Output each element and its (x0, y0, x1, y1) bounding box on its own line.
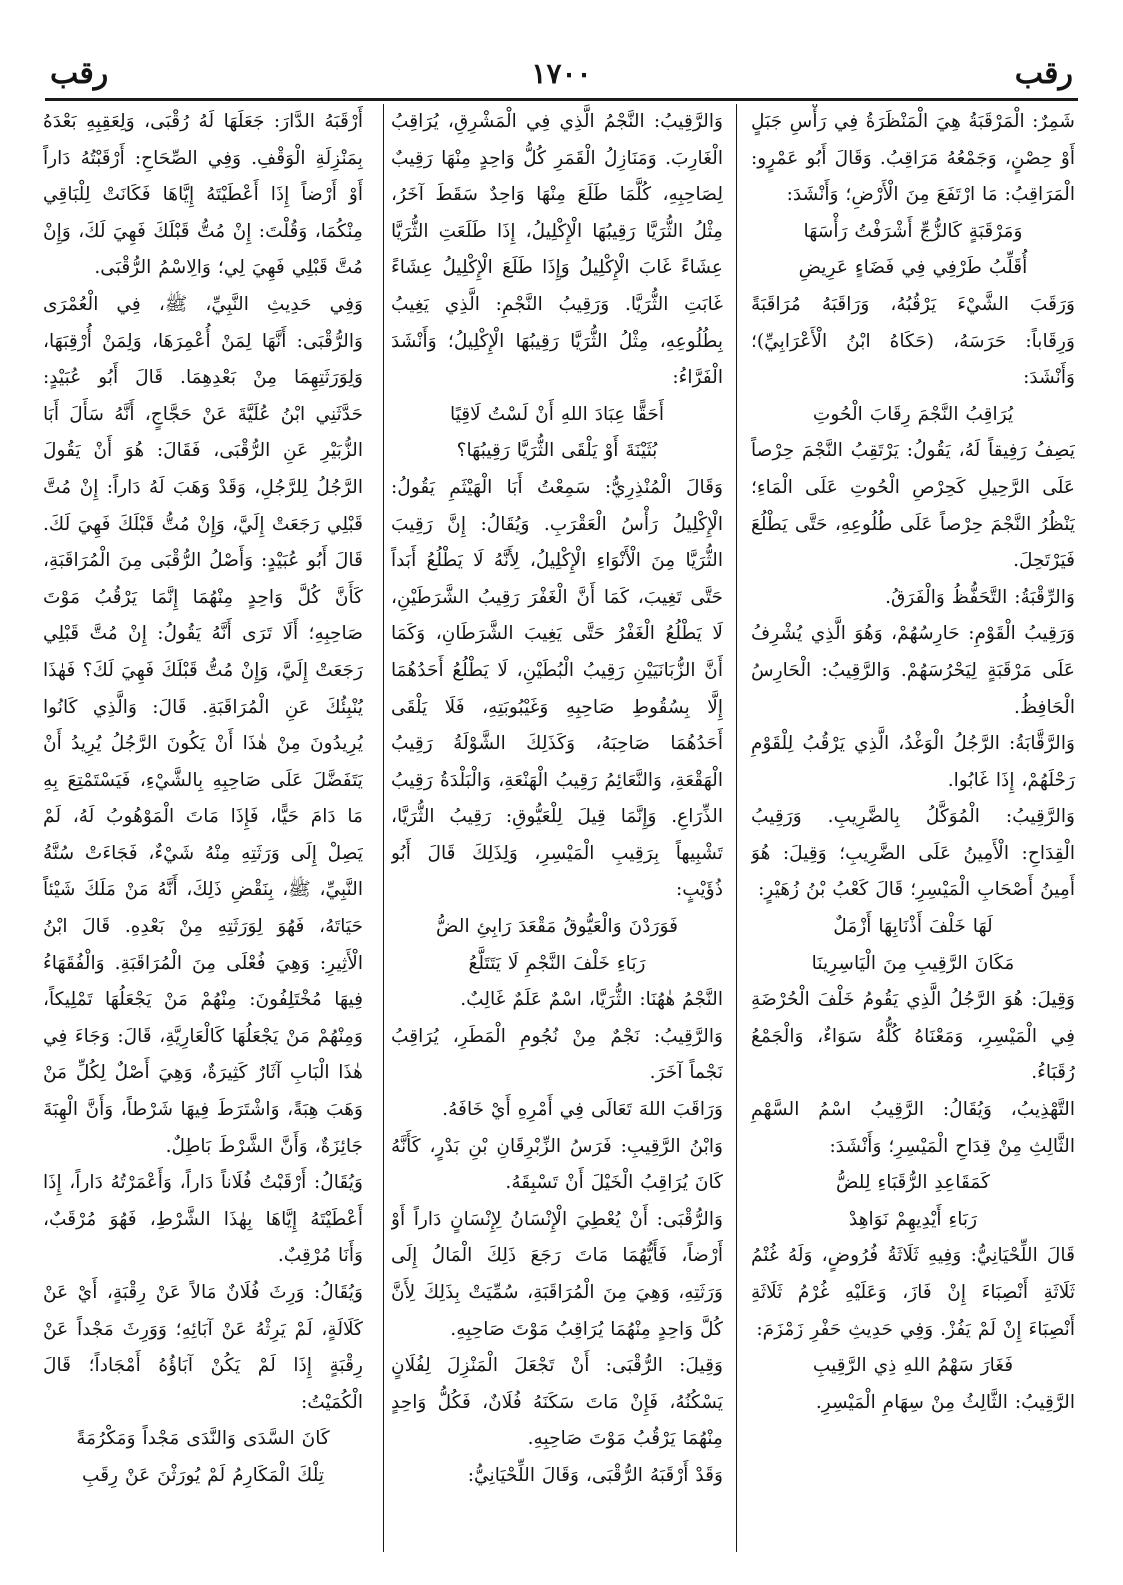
header-rule (45, 98, 1078, 101)
verse-line: كَانَ السَّدَى وَالنَّدَى مَجْداً وَمَكْرُمَةً (76, 1428, 330, 1450)
verse-line: أُقَلِّبُ طَرْفِي فِي فَضَاءٍ عَرِيضِ (798, 257, 1028, 279)
verse-line: يُرَاقِبُ النَّجْمَ رِقَابَ الْحُوتِ (812, 403, 1014, 425)
paragraph: وَقَدْ أَرْقَبَهُ الرُّقْبَى، وَقَالَ اللِّحْيَانِيُّ: (467, 1464, 723, 1486)
page-number: ١٧٠٠ (531, 57, 592, 90)
paragraph: وَالرَّقِيبُ: النَّجْمُ الَّذِي فِي الْمَشْرِقِ، يُرَاقِبُ الْغَارِبَ. وَمَنَازِلُ الْقَمَرِ كُلُّ وَاحِدٍ مِنْهَا رَقِيبٌ لِصَاحِبِهِ، كُلَّمَا طَلَعَ مِنْهَا وَاحِدٌ سَقَطَ آخَرُ، مِثْلُ الثُّرَيَّا رَقِيبُهَا الْإِكْلِيلُ، إِذَا طَلَعَتِ الثُّرَيَّا عِشَاءً غَابَ الْإِكْلِيلُ وَإِذَا طَلَعَ الْإِكْلِيلُ عِشَاءً غَابَتِ الثُّرَيَّا. وَرَقِيبُ النَّجْمِ: الَّذِي يَغِيبُ بِطُلُوعِهِ، مِثْلُ الثُّرَيَّا رَقِيبُهَا الْإِكْلِيلُ؛ وَأَنْشَدَ الْفَرَّاءُ: (391, 111, 723, 389)
verse-line: تِلْكَ الْمَكَارِمُ لَمْ يُورَثْنَ عَنْ رِقَبِ (81, 1464, 325, 1486)
paragraph: وَرَقَبَ الشَّيْءَ يَرْقُبُهُ، وَرَاقَبَهُ مُرَاقَبَةً وَرِقَاباً: حَرَسَهُ، (حَكَاهُ ابْنُ الْأَعْرَابِيِّ)؛ وَأَنْشَدَ: (751, 293, 1075, 389)
paragraph: يَصِفُ رَفِيقاً لَهُ، يَقُولُ: يَرْتَقِبُ النَّجْمَ حِرْصاً عَلَى الرَّحِيلِ كَحِرْصِ الْحُوتِ عَلَى الْمَاءِ؛ يَنْظُرُ النَّجْمَ حِرْصاً عَلَى طُلُوعِهِ، حَتَّى يَطْلُعَ فَيَرْتَحِلَ. (751, 440, 1075, 572)
paragraph: قَالَ اللِّحْيَانِيُّ: وَفِيهِ ثَلَاثَةُ فُرُوضٍ، وَلَهُ غُنْمُ ثَلَاثَةِ أَنْصِبَاءَ إِنْ فَازَ، وَعَلَيْهِ غُرْمُ ثَلَاثَةِ أَنْصِبَاءَ إِنْ لَمْ يَفُزْ. وَفِي حَدِيثِ حَفْرِ زَمْزَمَ: (751, 1245, 1075, 1340)
paragraph: وَقَالَ الْمُنْذِرِيُّ: سَمِعْتُ أَبَا الْهَيْثَمِ يَقُولُ: الْإِكْلِيلُ رَأْسُ الْعَقْرَبِ. وَيُقَالُ: إِنَّ رَقِيبَ الثُّرَيَّا مِنَ الْأَنْوَاءِ الْإِكْلِيلُ، لِأَنَّهُ لَا يَطْلُعُ أَبَداً حَتَّى تَغِيبَ، كَمَا أَنَّ الْغَفْرَ رَقِيبُ الشَّرَطَيْنِ، لَا يَطْلُعُ الْغَفْرُ حَتَّى يَغِيبَ الشَّرَطَانِ، وَكَمَا أَنَّ الزُّبَانَيَيْنِ رَقِيبُ الْبُطَيْنِ، لَا يَطْلُعُ أَحَدُهُمَا إِلَّا بِسُقُوطِ صَاحِبِهِ وَغَيْبُوبَتِهِ، فَلَا يَلْقَى أَحَدُهُمَا صَاحِبَهُ، وَكَذَلِكَ الشَّوْلَةُ رَقِيبُ الْهَقْعَةِ، وَالنَّعَائِمُ رَقِيبُ الْهَنْعَةِ، وَالْبَلْدَةُ رَقِيبُ الذِّرَاعِ. وَإِنَّمَا قِيلَ لِلْعَيُّوقِ: رَقِيبُ الثُّرَيَّا، تَشْبِيهاً بِرَقِيبِ الْمَيْسِرِ، وَلِذَلِكَ قَالَ أَبُو ذُؤَيْبٍ: (391, 476, 723, 901)
paragraph: وَرَقِيبُ الْقَوْمِ: حَارِسُهُمْ، وَهُوَ الَّذِي يُشْرِفُ عَلَى مَرْقَبَةٍ لِيَحْرُسَهُمْ. وَالرَّقِيبُ: الْحَارِسُ الْحَافِظُ. (751, 623, 1075, 718)
paragraph: وَرَاقَبَ اللهَ تَعَالَى فِي أَمْرِهِ أَيْ خَافَهُ. (442, 1099, 723, 1121)
paragraph: وَالرَّقِيبُ: الْمُوَكَّلُ بِالضَّرِيبِ. وَرَقِيبُ الْقِدَاحِ: الْأَمِينُ عَلَى الضَّرِيبِ؛ وَقِيلَ: هُوَ أَمِينُ أَصْحَابِ الْمَيْسِرِ؛ قَالَ كَعْبُ بْنُ زُهَيْرٍ: (751, 806, 1075, 901)
paragraph: وَفِي حَدِيثِ النَّبِيِّ، ﷺ، فِي الْعُمْرَى وَالرُّقْبَى: أَنَّهَا لِمَنْ أُعْمِرَهَا، وَلِمَنْ أُرْقِبَهَا، وَلِوَرَثَتِهِمَا مِنْ بَعْدِهِمَا. قَالَ أَبُو عُبَيْدٍ: حَدَّثَنِي ابْنُ عُلَيَّةَ عَنْ حَجَّاجٍ، أَنَّهُ سَأَلَ أَبَا الزُّبَيْرِ عَنِ الرُّقْبَى، فَقَالَ: هُوَ أَنْ يَقُولَ الرَّجُلُ لِلرَّجُلِ، وَقَدْ وَهَبَ لَهُ دَاراً: إِنْ مُتَّ قَبْلِي رَجَعَتْ إِلَيَّ، وَإِنْ مُتُّ قَبْلَكَ فَهِيَ لَكَ. قَالَ أَبُو عُبَيْدٍ: وَأَصْلُ الرُّقْبَى مِنَ الْمُرَاقَبَةِ، كَأَنَّ كُلَّ وَاحِدٍ مِنْهُمَا إِنَّمَا يَرْقُبُ مَوْتَ صَاحِبِهِ؛ أَلَا تَرَى أَنَّهُ يَقُولُ: إِنْ مُتَّ قَبْلِي رَجَعَتْ إِلَيَّ، وَإِنْ مُتُّ قَبْلَكَ فَهِيَ لَكَ؟ فَهٰذَا يُنْبِئُكَ عَنِ الْمُرَاقَبَةِ. قَالَ: وَالَّذِي كَانُوا يُرِيدُونَ مِنْ هٰذَا أَنْ يَكُونَ الرَّجُلُ يُرِيدُ أَنْ يَتَفَضَّلَ عَلَى صَاحِبِهِ بِالشَّيْءِ، فَيَسْتَمْتِعَ بِهِ مَا دَامَ حَيًّا، فَإِذَا مَاتَ الْمَوْهُوبُ لَهُ، لَمْ يَصِلْ إِلَى وَرَثَتِهِ مِنْهُ شَيْءٌ، فَجَاءَتْ سُنَّةُ النَّبِيِّ، ﷺ، بِنَقْضِ ذَلِكَ، أَنَّهُ مَنْ مَلَكَ شَيْئاً حَيَاتَهُ، فَهُوَ لِوَرَثَتِهِ مِنْ بَعْدِهِ. قَالَ ابْنُ الْأَثِيرِ: وَهِيَ فُعْلَى مِنَ الْمُرَاقَبَةِ. وَالْفُقَهَاءُ فِيهَا مُخْتَلِفُونَ: مِنْهُمْ مَنْ يَجْعَلُهَا تَمْلِيكاً، وَمِنْهُمْ مَنْ يَجْعَلُهَا كَالْعَارِيَّةِ، قَالَ: وَجَاءَ فِي هٰذَا الْبَابِ آثَارٌ كَثِيرَةٌ، وَهِيَ أَصْلٌ لِكُلِّ مَنْ وَهَبَ هِبَةً، وَاشْتَرَطَ فِيهَا شَرْطاً، وَأَنَّ الْهِبَةَ جَائِزَةٌ، وَأَنَّ الشَّرْطَ بَاطِلٌ. (43, 293, 363, 1157)
paragraph: وَقِيلَ: هُوَ الرَّجُلُ الَّذِي يَقُومُ خَلْفَ الْحُرْضَةِ فِي الْمَيْسِرِ، وَمَعْنَاهُ كُلُّهُ سَوَاءٌ، وَالْجَمْعُ رُقَبَاءُ. (751, 989, 1075, 1084)
paragraph: وَالرُّقْبَى: أَنْ يُعْطِيَ الْإِنْسَانُ لِإِنْسَانٍ دَاراً أَوْ أَرْضاً، فَأَيُّهُمَا مَاتَ رَجَعَ ذَلِكَ الْمَالُ إِلَى وَرَثَتِهِ، وَهِيَ مِنَ الْمُرَاقَبَةِ، سُمِّيَتْ بِذَلِكَ لِأَنَّ كُلَّ وَاحِدٍ مِنْهُمَا يُرَاقِبُ مَوْتَ صَاحِبِهِ. (391, 1208, 723, 1340)
verse-line: كَمَقَاعِدِ الرُّقَبَاءِ لِلضُّ (836, 1172, 990, 1194)
paragraph: وَالرِّقْبَةُ: التَّحَفُّظُ وَالْفَرَقُ. (885, 586, 1075, 608)
paragraph: التَّهْذِيبُ، وَيُقَالُ: الرَّقِيبُ اسْمُ السَّهْمِ الثَّالِثِ مِنْ قِدَاحِ الْمَيْسِرِ؛ وَأَنْشَدَ: (751, 1099, 1075, 1157)
column-divider-left (383, 104, 384, 1552)
column-divider-right (736, 104, 737, 1552)
page-header (40, 50, 1083, 98)
paragraph: شَمِرٌ: الْمَرْقَبَةُ هِيَ الْمَنْظَرَةُ فِي رَأْسِ جَبَلٍ أَوْ حِصْنٍ، وَجَمْعُهُ مَرَاقِبُ. وَقَالَ أَبُو عَمْرٍو: الْمَرَاقِبُ: مَا ارْتَفَعَ مِنَ الْأَرْضِ؛ وَأَنْشَدَ: (751, 111, 1075, 206)
column-right (751, 104, 1075, 1552)
paragraph: أَرْقَبَهُ الدَّارَ: جَعَلَهَا لَهُ رُقْبَى، وَلِعَقِبِهِ بَعْدَهُ بِمَنْزِلَةِ الْوَقْفِ. وَفِي الصِّحَاحِ: أَرْقَبْتُهُ دَاراً أَوْ أَرْضاً إِذَا أَعْطَيْتَهُ إِيَّاهَا فَكَانَتْ لِلْبَاقِي مِنْكُمَا، وَقُلْتَ: إِنْ مُتُّ قَبْلَكَ فَهِيَ لَكَ، وَإِنْ مُتَّ قَبْلِي فَهِيَ لِي؛ وَالِاسْمُ الرُّقْبَى. (43, 111, 363, 279)
paragraph: وَقِيلَ: الرُّقْبَى: أَنْ تَجْعَلَ الْمَنْزِلَ لِفُلَانٍ يَسْكُنُهُ، فَإِنْ مَاتَ سَكَنَهُ فُلَانٌ، فَكُلُّ وَاحِدٍ مِنْهُمَا يَرْقُبُ مَوْتَ صَاحِبِهِ. (391, 1355, 723, 1450)
header-root-word-right: رقب (1014, 56, 1073, 91)
paragraph: وَابْنُ الرَّقِيبِ: فَرَسُ الزِّبْرِقَانِ بْنِ بَدْرٍ، كَأَنَّهُ كَانَ يُرَاقِبُ الْخَيْلَ أَنْ تَسْبِقَهُ. (391, 1135, 723, 1194)
verse-line: أَحَقًّا عِبَادَ اللهِ أَنْ لَسْتُ لَاقِيًا (450, 403, 664, 425)
verse-line: بُثَيْنَةَ أَوْ يَلْقَى الثُّرَيَّا رَقِيبُهَا؟ (456, 440, 658, 462)
verse-line: رَبَاءِ أَيْدِيهِمْ نَوَاهِدْ (848, 1208, 978, 1230)
header-root-word-left: رقب (50, 56, 109, 91)
verse-line: مَكَانَ الرَّقِيبِ مِنَ الْيَاسِرِينَا (811, 952, 1015, 974)
verse-line: رَبَاءِ خَلْفَ النَّجْمِ لَا يَتَتَلَّعُ (468, 952, 646, 974)
column-left (43, 104, 363, 1552)
paragraph: وَالرَّقَّابَةُ: الرَّجُلُ الْوَغْدُ، الَّذِي يَرْقُبُ لِلْقَوْمِ رَحْلَهُمْ، إِذَا غَابُوا. (751, 733, 1075, 791)
paragraph: الرَّقِيبُ: الثَّالِثُ مِنْ سِهَامِ الْمَيْسِرِ. (815, 1391, 1075, 1413)
paragraph: النَّجْمُ هٰهُنَا: الثُّرَيَّا، اسْمٌ عَلَمٌ غَالِبٌ. (460, 989, 723, 1011)
verse-line: لَهَا خَلْفَ أَذْنَابِهَا أَزْمَلٌ (833, 916, 993, 938)
paragraph: وَالرَّقِيبُ: نَجْمٌ مِنْ نُجُومِ الْمَطَرِ، يُرَاقِبُ نَجْماً آخَرَ. (391, 1025, 723, 1084)
column-middle (391, 104, 723, 1552)
verse-line: وَمَرْقَبَةٍ كَالزُّجِّ أَشْرَفْتُ رَأْسَهَا (803, 220, 1023, 242)
paragraph: وَيُقَالُ: وَرِثَ فُلَانٌ مَالاً عَنْ رِقْبَةٍ، أَيْ عَنْ كَلَالَةٍ، لَمْ يَرِثْهُ عَنْ آبَائِهِ؛ وَوَرِثَ مَجْداً عَنْ رِقْبَةٍ إِذَا لَمْ يَكُنْ آبَاؤُهُ أَمْجَاداً؛ قَالَ الْكُمَيْتُ: (43, 1282, 363, 1413)
verse-line: فَغَارَ سَهْمُ اللهِ ذِي الرَّقِيبِ (812, 1355, 1014, 1377)
verse-line: فَوَرَدْنَ وَالْعَيُّوقُ مَقْعَدَ رَابِئِ الضُّ (436, 916, 678, 938)
paragraph: وَيُقَالُ: أَرْقَبْتُ فُلَاناً دَاراً، وَأَعْمَرْتُهُ دَاراً، إِذَا أَعْطَيْتَهُ إِيَّاهَا بِهٰذَا الشَّرْطِ، فَهُوَ مُرْقَبٌ، وَأَنَا مُرْقِبٌ. (43, 1172, 363, 1267)
